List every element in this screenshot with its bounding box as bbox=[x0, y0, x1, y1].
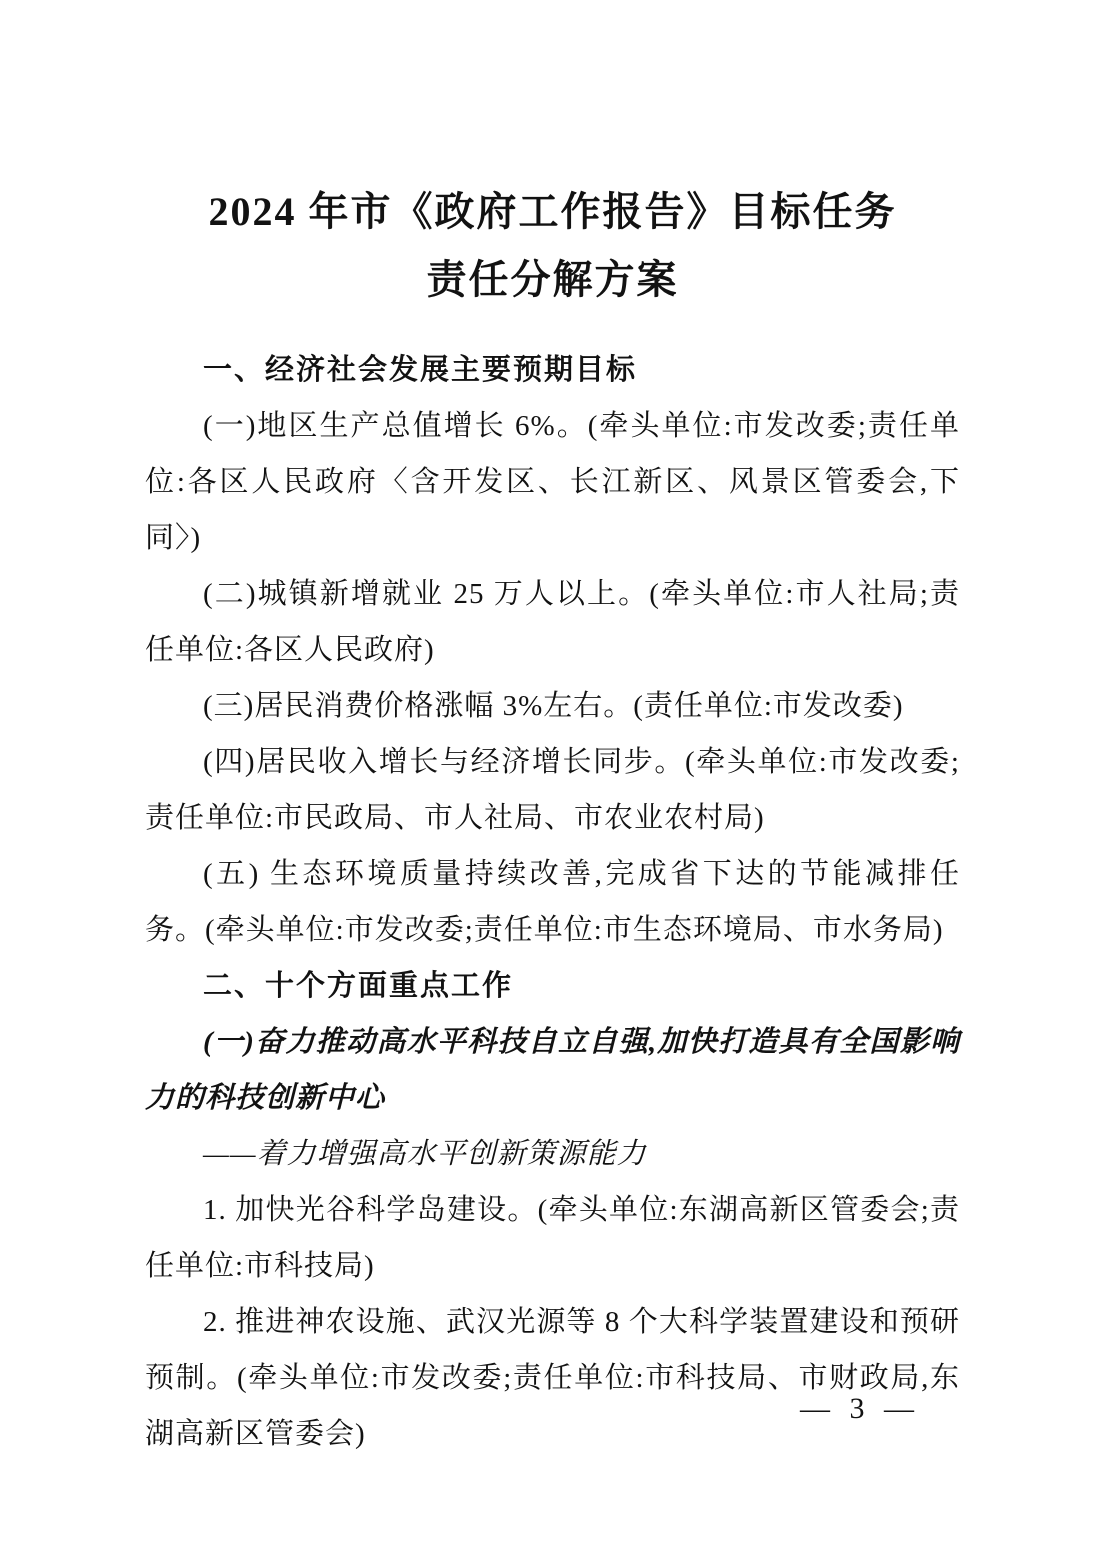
paragraph-goal-4: (四)居民收入增长与经济增长同步。(牵头单位:市发改委;责任单位:市民政局、市人社局、市农业农村局) bbox=[145, 746, 960, 834]
paragraph-task-1: 1. 加快光谷科学岛建设。(牵头单位:东湖高新区管委会;责任单位:市科技局) bbox=[145, 1194, 960, 1282]
document-title-line-2: 责任分解方案 bbox=[426, 257, 679, 302]
section-heading-2: 二、十个方面重点工作 bbox=[203, 970, 514, 1002]
document-title bbox=[145, 178, 960, 314]
page-number: — 3 — bbox=[800, 1392, 920, 1425]
dash-subheading: ——着力增强高水平创新策源能力 bbox=[203, 1138, 647, 1170]
paragraph-goal-1: (一)地区生产总值增长 6%。(牵头单位:市发改委;责任单位:各区人民政府〈含开发区、长江新区、风景区管委会,下同〉) bbox=[145, 410, 960, 554]
paragraph-goal-5: (五) 生态环境质量持续改善,完成省下达的节能减排任务。(牵头单位:市发改委;责任单位:市生态环境局、市水务局) bbox=[145, 858, 960, 946]
document-body bbox=[145, 342, 960, 1462]
paragraph-goal-2: (二)城镇新增就业 25 万人以上。(牵头单位:市人社局;责任单位:各区人民政府) bbox=[145, 578, 960, 666]
paragraph-task-2: 2. 推进神农设施、武汉光源等 8 个大科学装置建设和预研预制。(牵头单位:市发改委;责任单位:市科技局、市财政局,东湖高新区管委会) bbox=[145, 1306, 960, 1450]
paragraph-goal-3: (三)居民消费价格涨幅 3%左右。(责任单位:市发改委) bbox=[203, 690, 904, 722]
section-heading-1: 一、经济社会发展主要预期目标 bbox=[203, 354, 638, 386]
subsection-heading-1: (一)奋力推动高水平科技自立自强,加快打造具有全国影响力的科技创新中心 bbox=[145, 1026, 960, 1114]
document-title-line-1: 2024 年市《政府工作报告》目标任务 bbox=[208, 189, 897, 234]
